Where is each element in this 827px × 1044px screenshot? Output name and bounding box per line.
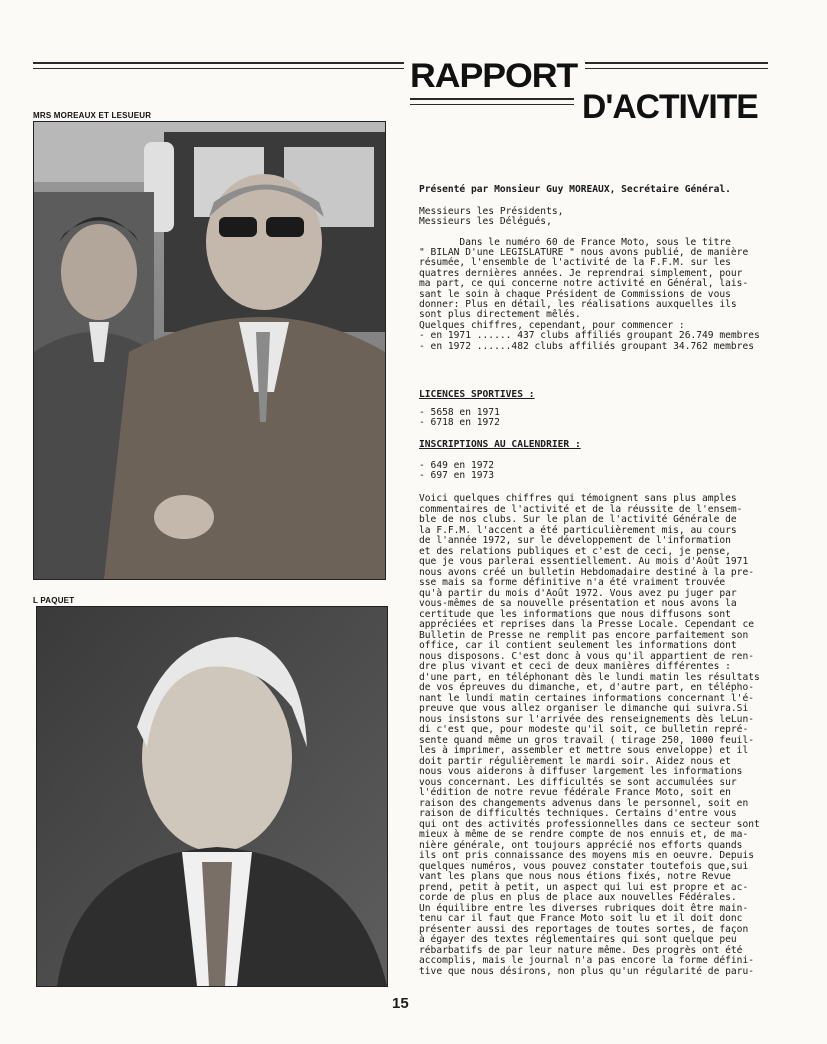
p2-line: nous disposons. C'est donc à vous qu'il appartient de ren- [419,650,755,662]
p2-line: sente quand même un gros travail ( tirage 250, 1000 feuil- [419,734,755,746]
portrait-photo [37,607,387,986]
p2-line: de vos épreuves du dimanche, et, d'autre part, en télépho- [419,682,755,693]
p2-line: commentaires de l'activité et de la réussite de l'ensem- [419,503,743,515]
p2-line: nous avons créé un bulletin Hebdomadaire destiné à la pre- [419,566,755,578]
top-photo-caption: MRS MOREAUX ET LESUEUR [33,111,152,120]
salutation-line-2: Messieurs les Délégués, [419,216,552,227]
p2-line: nous vous aiderons à diffuser largement les informations [419,766,743,777]
inscriptions-item: - 697 en 1973 [419,470,495,481]
p2-line: di c'est que, pour modeste qu'il soit, ce bulletin repré- [419,724,749,735]
p2-line: d'une part, en téléphonant dès le lundi matin les résultats [419,671,760,683]
p2-line: ils ont pris connaissance des moyens mis en oeuvre. Depuis [419,850,755,861]
p2-line: de l'année 1972, sur le développement de l'information [419,535,731,546]
top-rule-left-2 [33,68,404,69]
top-photo [33,121,386,580]
bottom-photo [36,606,388,987]
licences-item: - 5658 en 1971 [419,407,500,418]
p2-line: à égayer des textes réglementaires qui sont quelque peu [419,934,737,945]
p2-line: Voici quelques chiffres qui témoignent sans plus amples [419,493,737,504]
p2-line: vous-mêmes de sa nouvelle présentation et nous avons la [419,598,737,609]
article-title-line2: D'ACTIVITE [582,88,758,126]
p1-line: Quelques chiffres, cependant, pour commencer : [419,320,685,331]
p2-line: que je vous parlerai essentiellement. Au mois d'Août 1971 [419,556,749,567]
p1-line: donner: Plus en détail, les réalisations auxquelles ils [419,299,737,310]
p2-line: et des relations publiques et c'est de ceci, je pense, [419,545,731,557]
p2-line: quelques numéros, vous pouvez constater toutefois que,sui [419,860,749,872]
p2-line: certitude que les informations que nous diffusons sont [419,608,731,620]
p2-line: mieux à même de se rendre compte de nos ennuis et, de ma- [419,829,749,840]
p1-line: quatres dernières années. Je reprendrai simplement, pour [419,268,743,279]
salutation-line-1: Messieurs les Présidents, [419,206,564,217]
p2-line: nous insistons sur l'arrivée des renseignements dès leLun- [419,713,755,725]
p2-line: raison de difficultés techniques. Certains d'entre vous [419,808,737,819]
p1-line: - en 1971 ...... 437 clubs affiliés groupant 26.749 membres [419,330,760,341]
p2-line: nant le lundi matin certaines informations concernant l'é- [419,692,755,704]
p2-line: présenter aussi des reportages de toutes sortes, de façon [419,923,749,935]
title-rule-left-2 [410,104,574,105]
p2-line: Bulletin de Presse ne remplit pas encore parfaitement son [419,629,749,641]
article-title-line1: RAPPORT [410,57,578,95]
page-number: 15 [392,995,409,1012]
p2-line: rébarbatifs de par leur nature même. Des progrès ont été [419,944,743,956]
p2-line: qu'à partir du mois d'Août 1972. Vous avez pu juger par [419,587,737,599]
p2-line: corde de plus en plus de place aux nouvelles Fédérales. [419,892,737,903]
bottom-photo-caption: L PAQUET [33,596,75,605]
p2-line: qui ont des activités professionnelles dans ce secteur sont [419,818,760,830]
p1-line: résumée, l'ensemble de l'activité de la F.F.M. sur les [419,257,731,268]
p2-line: nière générale, ont toujours apprécié nos efforts quands [419,839,743,851]
p1-line: - en 1972 ......482 clubs affiliés groupant 34.762 membres [419,341,755,352]
two-men-photo [34,122,385,579]
top-rule-right [585,62,768,64]
top-rule-left [33,62,404,64]
p1-line: Dans le numéro 60 de France Moto, sous le titre [419,237,731,248]
title-rule-left [410,98,574,100]
p2-line: doit partir régulièrement le mardi soir. Aidez nous et [419,755,731,767]
inscriptions-item: - 649 en 1972 [419,460,495,471]
top-rule-right-2 [585,68,768,69]
p2-line: la F.F.M. l'accent a été particulièrement mis, au cours [419,524,737,536]
p1-line: sont plus directement mêlés. [419,309,581,320]
inscriptions-heading: INSCRIPTIONS AU CALENDRIER : [419,439,581,450]
p2-line: ble de nos clubs. Sur le plan de l'activité Générale de [419,514,737,525]
p2-line: tive que nous désirons, non plus qu'un régularité de paru- [419,965,755,977]
p2-line: Un équilibre entre les diverses rubriques doit être main- [419,902,749,914]
p1-line: " BILAN D'une LEGISLATURE " nous avons publié, de manière [419,247,749,258]
p2-line: vant les plans que nous nous étions fixés, notre Revue [419,871,731,882]
p2-line: office, car il contient seulement les informations dont [419,640,737,651]
p2-line: l'édition de notre revue fédérale France Moto, soit en [419,787,731,798]
p2-line: appréciées et reprises dans la Presse Locale. Cependant ce [419,619,755,630]
licences-heading: LICENCES SPORTIVES : [419,389,535,400]
p2-line: dre plus vivant et ceci de deux manières différentes : [419,661,731,672]
bleed-through-text [600,120,610,150]
intro-line: Présenté par Monsieur Guy MOREAUX, Secrétaire Général. [419,184,731,195]
p2-line: tenu car il faut que France Moto soit lu et il doit donc [419,913,743,924]
p2-line: sse mais sa forme définitive n'a été vraiment trouvée [419,577,726,588]
p1-line: sant le soin à chaque Président de Commissions de vous [419,289,731,300]
p2-line: raison des changements advenus dans le personnel, soit en [419,797,749,809]
p2-line: accomplis, mais le journal n'a pas encore la forme défini- [419,955,755,966]
licences-item: - 6718 en 1972 [419,417,500,428]
p2-line: vous concernant. Les difficultés se sont accumulées sur [419,776,737,788]
p1-line: ma part, ce qui concerne notre activité en Général, lais- [419,278,749,289]
p2-line: preuve que vous allez organiser le dimanche qui suivra.Si [419,703,749,714]
p2-line: les à imprimer, assembler et mettre sous enveloppe) et il [419,745,749,756]
p2-line: prend, petit à petit, un aspect qui lui est propre et ac- [419,881,749,893]
